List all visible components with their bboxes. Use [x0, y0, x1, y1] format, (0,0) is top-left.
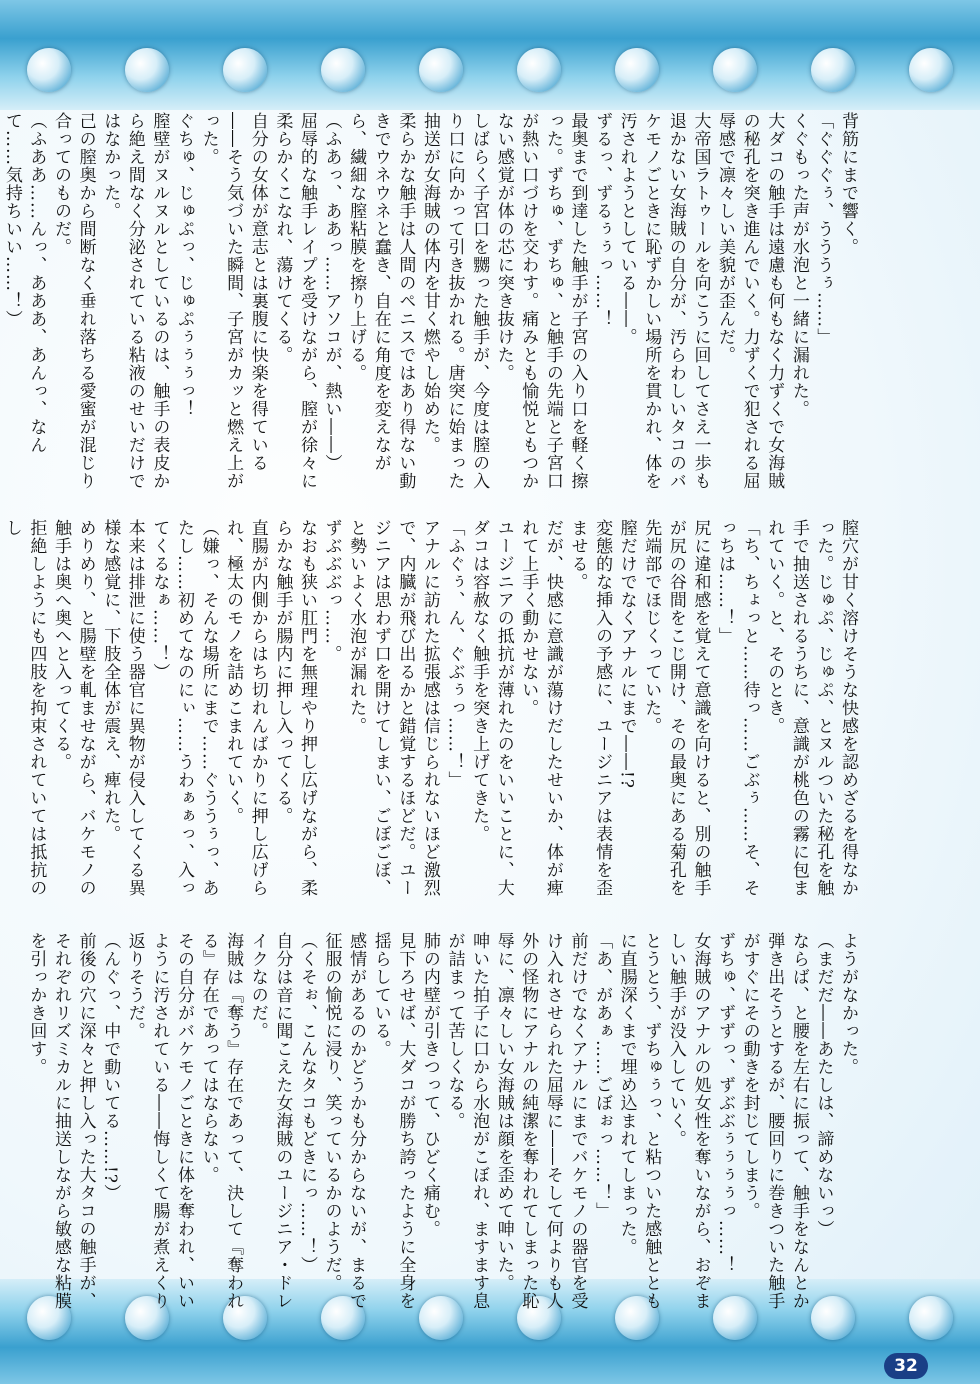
ornament-icon — [615, 48, 659, 92]
ornament-icon — [811, 48, 855, 92]
top-ornament-row — [0, 40, 980, 100]
ornament-icon — [419, 48, 463, 92]
ornament-icon — [27, 48, 71, 92]
body-text: ようがなかった。 （まだだ――あたしは、諦めないっ） ならば、と腰を左右に振って、触手をなんとか弾き出そうとするが、腰回りに巻きついた触手がすぐにその動きを封じてしまう。 ずちゅ、ずずっ、ずぶぶぅぅぅぅっ……！ 女海賊のアナルの処女性を奪いながら、おぞましい触手が没入していく。 とうとう、ずちゅぅっ、と粘ついた感触とともに直腸深くまで埋め込まれてしまった。 「あ、があぁ……ごぼぉっ……！」 前だけでなくアナルにまでバケモノの器官を受け入れさせられた屈辱に――そして何よりも人外の怪物にアナルの純潔を奪われてしまった恥辱に、凛々しい女海賊は顔を歪めて呻いた。 呻いた拍子に口から水泡がこぼれ、ますます息が詰まって苦しくなる。 肺の内壁が引きつって、ひどく痛む。 見下ろせば、大ダコが勝ち誇ったように全身を揺らしている。 感情があるのかどうかも分からないが、まるで征服の愉悦に浸り、笑っているかのようだ。 （くそぉ、こんなタコもどきにっ……！） 自分は音に聞こえた女海賊のユージニア・ドレイクなのだ。 海賊は『奪う』存在であって、決して『奪われる』存在であってはならない。 その自分がバケモノごときに体を奪われ、いいように汚されている――悔しくて腸が煮えくり返りそうだ。 （んぐっ、中で動いてる……!?） 前後の穴に深々と押し入った大タコの触手が、それぞれリズミカルに抽送しながら敏感な粘膜を引っかき回す。 — [26, 932, 858, 1310]
text-column-2 — [1, 519, 860, 899]
page-number: 32 — [884, 1353, 928, 1379]
body-text: 膣穴が甘く溶けそうな快感を認めざるを得なかった。じゅぷ、じゅぷ、とヌルついた秘孔を触手で抽送されるうちに、意識が桃色の霧に包まれていく。と、そのとき。 「ち、ちょっと……待っ……ごぶぅ……そ、そっちは……！」 尻に違和感を覚えて意識を向けると、別の触手が尻の谷間をこじ開け、その最奥にある菊孔を先端部でほじくっていた。 膣だけでなくアナルにまで――!? 変態的な挿入の予感に、ユージニアは表情を歪ませる。 だが、快感に意識が蕩けだしたせいか、体が痺れて上手く動かせない。 ユージニアの抵抗が薄れたのをいいことに、大ダコは容赦なく触手を突き上げてきた。 「ふぐぅ、ん、ぐぶぅっ……！」 アナルに訪れた拡張感は信じられないほど激烈で、内臓が飛び出るかと錯覚するほどだ。ユージニアは思わず口を開けてしまい、ごぼごぼ、と勢いよく水泡が漏れた。 ずぶぶぶっ……。 なおも狭い肛門を無理やり押し広げながら、柔らかな触手が腸内に押し入ってくる。 直腸が内側からはち切れんばかりに押し広げられ、極太のモノを詰めこまれていく。 （嫌っ、そんな場所にまで……ぐううぅっ、あたし……初めてなのにぃ……うわぁぁっ、入ってくるなぁ……！） 本来は排泄に使う器官に異物が侵入してくる異様な感覚に、下肢全体が震え、痺れた。 めりめり、と腸壁を軋ませながら、バケモノの触手は奥へ奥へと入ってくる。 拒絶しようにも四肢を拘束されていては抵抗のし — [1, 519, 858, 897]
vertical-text-area — [1, 112, 860, 1310]
ornament-icon — [713, 48, 757, 92]
ornament-icon — [223, 48, 267, 92]
body-text: 背筋にまで響く。 「ぐぐぐぅ、うううぅ……」 くぐもった声が水泡と一緒に漏れた。 大ダコの触手は遠慮も何もなく力ずくで女海賊の秘孔を突き進んでいく。力ずくで犯される屈辱感で凛々しい美貌が歪んだ。 大帝国ラトゥールを向こうに回してさえ一歩も退かない女海賊の自分が、汚らわしいタコのバケモノごときに恥ずかしい場所を貫かれ、体を汚されようとしている――。 ずるっ、ずるぅぅっ……！ 最奥まで到達した触手が子宮の入り口を軽く擦った。ずちゅ、ずちゅ、と触手の先端と子宮口が熱い口づけを交わす。痛みとも愉悦ともつかない感覚が体の芯に突き抜けた。 しばらく子宮口を嬲った触手が、今度は膣の入り口に向かって引き抜かれる。唐突に始まった抽送が女海賊の体内を甘く燃やし始めた。 柔らかな触手は人間のペニスではあり得ない動きでウネウネと蠢き、自在に角度を変えながら、繊細な膣粘膜を擦り上げる。 （ふあっ、ああっ……アソコが、熱い――） 屈辱的な触手レイプを受けながら、膣が徐々に柔らかくこなれ、蕩けてくる。 自分の女体が意志とは裏腹に快楽を得ている――そう気づいた瞬間、子宮がカッと燃え上がった。 ぐちゅ、じゅぷっ、じゅぷぅぅぅっ！ 膣壁がヌルヌルとしているのは、触手の表皮から絶え間なく分泌されている粘液のせいだけではなかった。 己の膣奥から間断なく垂れ落ちる愛蜜が混じり合ってのものだ。 （ふああ……んっ、あああ、あんっ、なんて……気持ちいい……！） — [1, 112, 858, 490]
text-column-1 — [1, 112, 860, 492]
ornament-icon — [909, 48, 953, 92]
text-column-3 — [26, 932, 860, 1312]
ornament-icon — [517, 48, 561, 92]
ornament-icon — [909, 1296, 953, 1340]
ornament-icon — [125, 48, 169, 92]
ornament-icon — [321, 48, 365, 92]
